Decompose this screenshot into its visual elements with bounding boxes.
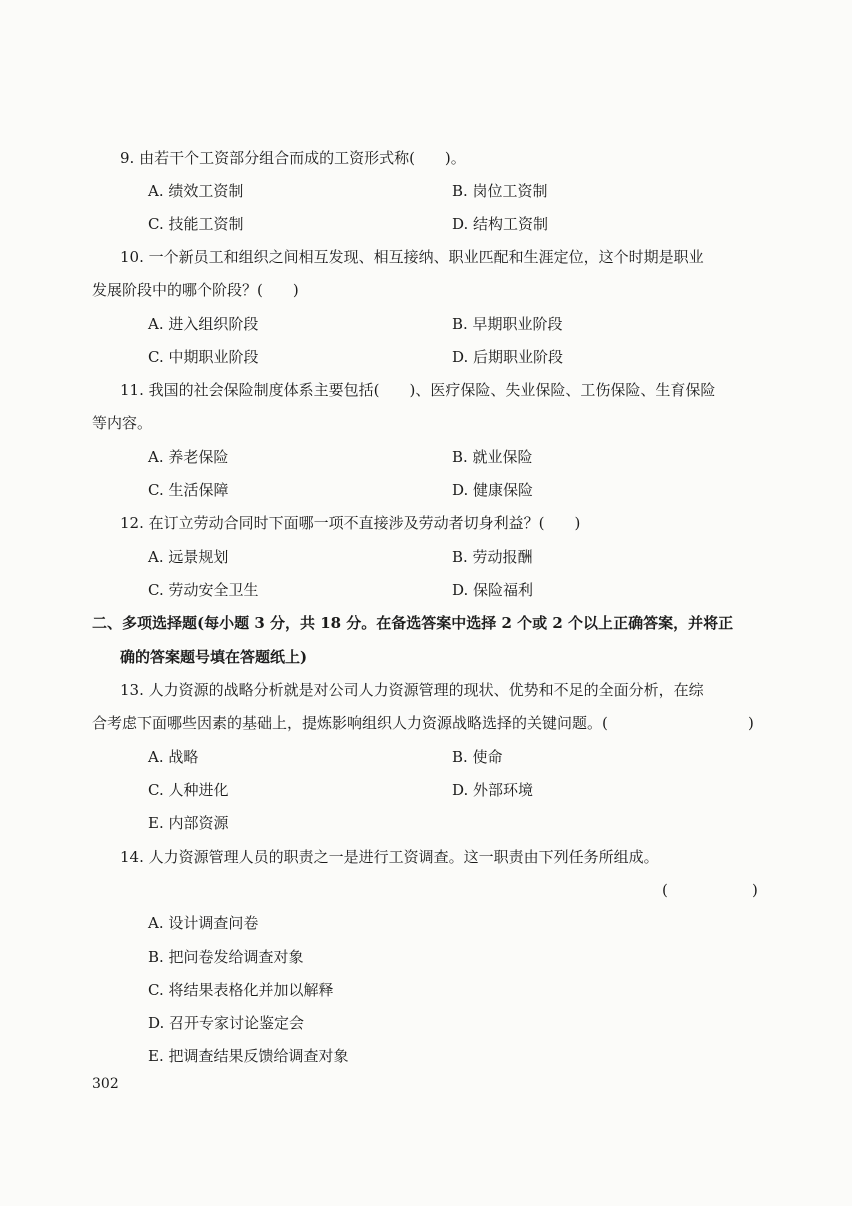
question-13-stem-line-2: 合考虑下面哪些因素的基础上，提炼影响组织人力资源战略选择的关键问题。( <box>92 714 608 732</box>
question-13-option-c: C. 人种进化 <box>148 781 229 799</box>
question-12-option-a: A. 远景规划 <box>148 548 229 566</box>
question-12-stem: 12. 在订立劳动合同时下面哪一项不直接涉及劳动者切身利益？( ) <box>120 514 581 532</box>
question-9-option-b: B. 岗位工资制 <box>452 182 548 200</box>
question-10-option-b: B. 早期职业阶段 <box>452 315 563 333</box>
question-10-option-c: C. 中期职业阶段 <box>148 348 259 366</box>
question-11-option-b: B. 就业保险 <box>452 448 533 466</box>
question-9-option-a: A. 绩效工资制 <box>148 182 244 200</box>
question-14-option-c: C. 将结果表格化并加以解释 <box>148 981 334 999</box>
question-10-option-a: A. 进入组织阶段 <box>148 315 259 333</box>
question-14-answer-paren-open: ( <box>662 881 668 899</box>
question-13-option-a: A. 战略 <box>148 748 199 766</box>
page-number: 302 <box>92 1076 119 1092</box>
question-12-option-c: C. 劳动安全卫生 <box>148 581 259 599</box>
question-11-option-d: D. 健康保险 <box>452 481 534 499</box>
question-10-stem-line-2: 发展阶段中的哪个阶段？( ) <box>92 281 299 299</box>
question-13-option-b: B. 使命 <box>452 748 503 766</box>
section-2-heading-line-2: 确的答案题号填在答题纸上) <box>120 648 308 666</box>
question-12-option-b: B. 劳动报酬 <box>452 548 533 566</box>
question-9-option-c: C. 技能工资制 <box>148 215 244 233</box>
question-14-stem: 14. 人力资源管理人员的职责之一是进行工资调查。这一职责由下列任务所组成。 <box>120 848 659 866</box>
question-14-option-a: A. 设计调查问卷 <box>148 914 259 932</box>
question-11-option-a: A. 养老保险 <box>148 448 229 466</box>
question-11-stem-line-1: 11. 我国的社会保险制度体系主要包括( )、医疗保险、失业保险、工伤保险、生育保险 <box>120 381 716 399</box>
question-10-stem-line-1: 10. 一个新员工和组织之间相互发现、相互接纳、职业匹配和生涯定位，这个时期是职业 <box>120 248 704 266</box>
question-14-answer-paren-close: ) <box>752 881 758 899</box>
question-9-option-d: D. 结构工资制 <box>452 215 549 233</box>
section-2-heading-line-1: 二、多项选择题(每小题 3 分，共 18 分。在备选答案中选择 2 个或 2 个以上正确答案，并将正 <box>92 614 734 632</box>
question-13-stem-line-1: 13. 人力资源的战略分析就是对公司人力资源管理的现状、优势和不足的全面分析，在综 <box>120 681 704 699</box>
question-10-option-d: D. 后期职业阶段 <box>452 348 564 366</box>
question-13-option-e: E. 内部资源 <box>148 814 229 832</box>
question-12-option-d: D. 保险福利 <box>452 581 534 599</box>
question-11-stem-line-2: 等内容。 <box>92 414 153 432</box>
question-9-stem: 9. 由若干个工资部分组合而成的工资形式称( )。 <box>120 149 466 167</box>
question-14-option-b: B. 把问卷发给调查对象 <box>148 948 304 966</box>
question-13-option-d: D. 外部环境 <box>452 781 534 799</box>
question-14-option-d: D. 召开专家讨论鉴定会 <box>148 1014 305 1032</box>
question-11-option-c: C. 生活保障 <box>148 481 229 499</box>
question-13-answer-paren-close: ) <box>748 714 754 732</box>
question-14-option-e: E. 把调查结果反馈给调查对象 <box>148 1047 349 1065</box>
